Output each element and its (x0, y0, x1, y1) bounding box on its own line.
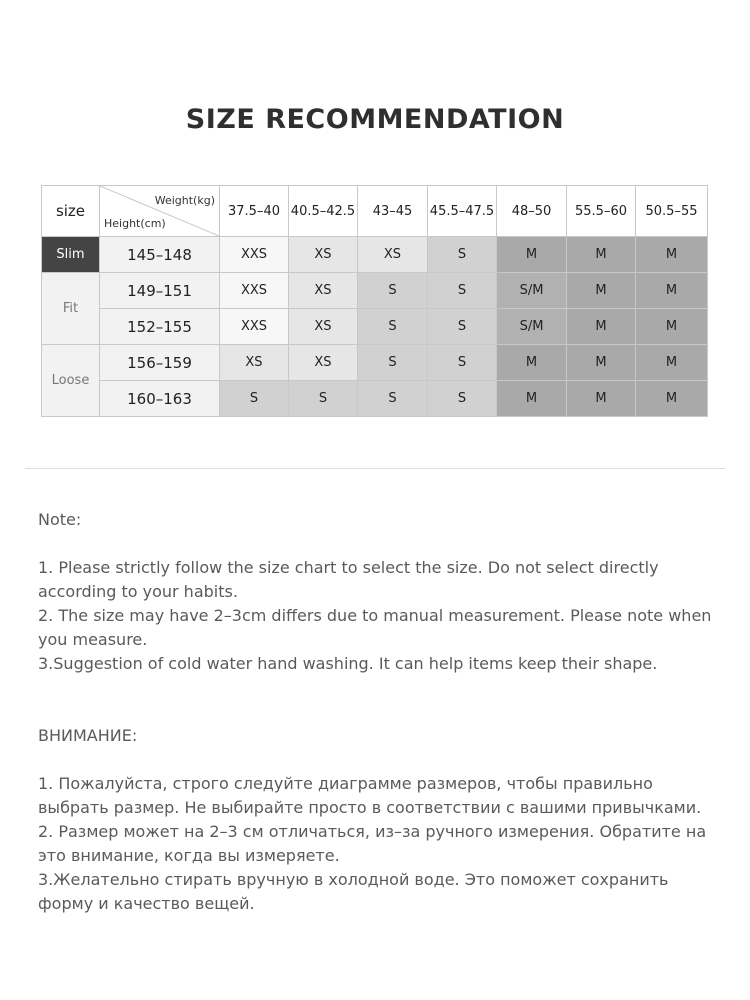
weight-header: 48–50 (497, 186, 567, 237)
height-range: 145–148 (100, 237, 220, 273)
size-chart-table (41, 185, 708, 417)
weight-header: 45.5–47.5 (428, 186, 497, 237)
weight-height-header (100, 186, 220, 237)
table-row (42, 381, 708, 417)
size-cell: M (636, 273, 708, 309)
size-cell: S (358, 345, 428, 381)
notes-en-label: Note: (38, 510, 82, 529)
size-cell: XS (289, 237, 358, 273)
note-item: 3.Желательно стирать вручную в холодной воде. Это поможет сохранить форму и качество вещей. (38, 870, 669, 913)
size-cell: M (497, 381, 567, 417)
notes-ru-label: ВНИМАНИЕ: (38, 726, 138, 745)
weight-header: 55.5–60 (567, 186, 636, 237)
fit-label-slim: Slim (42, 237, 100, 273)
size-cell: S (220, 381, 289, 417)
table-row (42, 309, 708, 345)
size-cell: M (567, 345, 636, 381)
size-cell: XXS (220, 237, 289, 273)
height-range: 156–159 (100, 345, 220, 381)
weight-header: 43–45 (358, 186, 428, 237)
size-cell: XS (289, 273, 358, 309)
size-cell: S (358, 381, 428, 417)
size-cell: M (567, 237, 636, 273)
size-cell: S (358, 273, 428, 309)
size-cell: M (497, 237, 567, 273)
note-item: 2. Размер может на 2–3 см отличаться, из–за ручного измерения. Обратите на это внимание, когда вы измеряете. (38, 822, 707, 865)
table-row (42, 273, 708, 309)
size-header: size (42, 186, 100, 237)
size-cell: XS (220, 345, 289, 381)
fit-label-loose: Loose (42, 345, 100, 417)
table-header-row (42, 186, 708, 237)
size-cell: XXS (220, 273, 289, 309)
height-range: 152–155 (100, 309, 220, 345)
size-cell: S (358, 309, 428, 345)
size-cell: S (428, 273, 497, 309)
note-item: 1. Пожалуйста, строго следуйте диаграмме размеров, чтобы правильно выбрать размер. Не выбирайте просто в соответствии с вашими привычками. (38, 774, 702, 817)
size-cell: M (567, 381, 636, 417)
size-cell: M (567, 309, 636, 345)
notes-ru-list (38, 772, 728, 916)
size-cell: XXS (220, 309, 289, 345)
size-cell: S (428, 237, 497, 273)
size-cell: M (636, 381, 708, 417)
notes-en-list (38, 556, 728, 676)
weight-header: 50.5–55 (636, 186, 708, 237)
size-cell: XS (289, 345, 358, 381)
size-cell: M (497, 345, 567, 381)
note-item: 1. Please strictly follow the size chart to select the size. Do not select directly according to your habits. (38, 558, 659, 601)
size-cell: M (636, 345, 708, 381)
size-cell: S (289, 381, 358, 417)
size-cell: M (567, 273, 636, 309)
size-cell: M (636, 309, 708, 345)
note-item: 2. The size may have 2–3cm differs due to manual measurement. Please note when you measure. (38, 606, 712, 649)
size-cell: S (428, 309, 497, 345)
height-range: 149–151 (100, 273, 220, 309)
page-title: SIZE RECOMMENDATION (185, 104, 565, 135)
size-cell: XS (289, 309, 358, 345)
size-cell: S (428, 381, 497, 417)
weight-header: 37.5–40 (220, 186, 289, 237)
notes-section (38, 508, 728, 940)
size-cell: XS (358, 237, 428, 273)
height-range: 160–163 (100, 381, 220, 417)
fit-label-fit: Fit (42, 273, 100, 345)
height-axis-label: Height(cm) (104, 217, 166, 230)
table-row (42, 237, 708, 273)
table-row (42, 345, 708, 381)
weight-header: 40.5–42.5 (289, 186, 358, 237)
size-cell: S/M (497, 273, 567, 309)
size-cell: S/M (497, 309, 567, 345)
weight-axis-label: Weight(kg) (154, 194, 215, 207)
note-item: 3.Suggestion of cold water hand washing. It can help items keep their shape. (38, 654, 658, 673)
section-divider (25, 468, 725, 469)
size-cell: S (428, 345, 497, 381)
size-cell: M (636, 237, 708, 273)
